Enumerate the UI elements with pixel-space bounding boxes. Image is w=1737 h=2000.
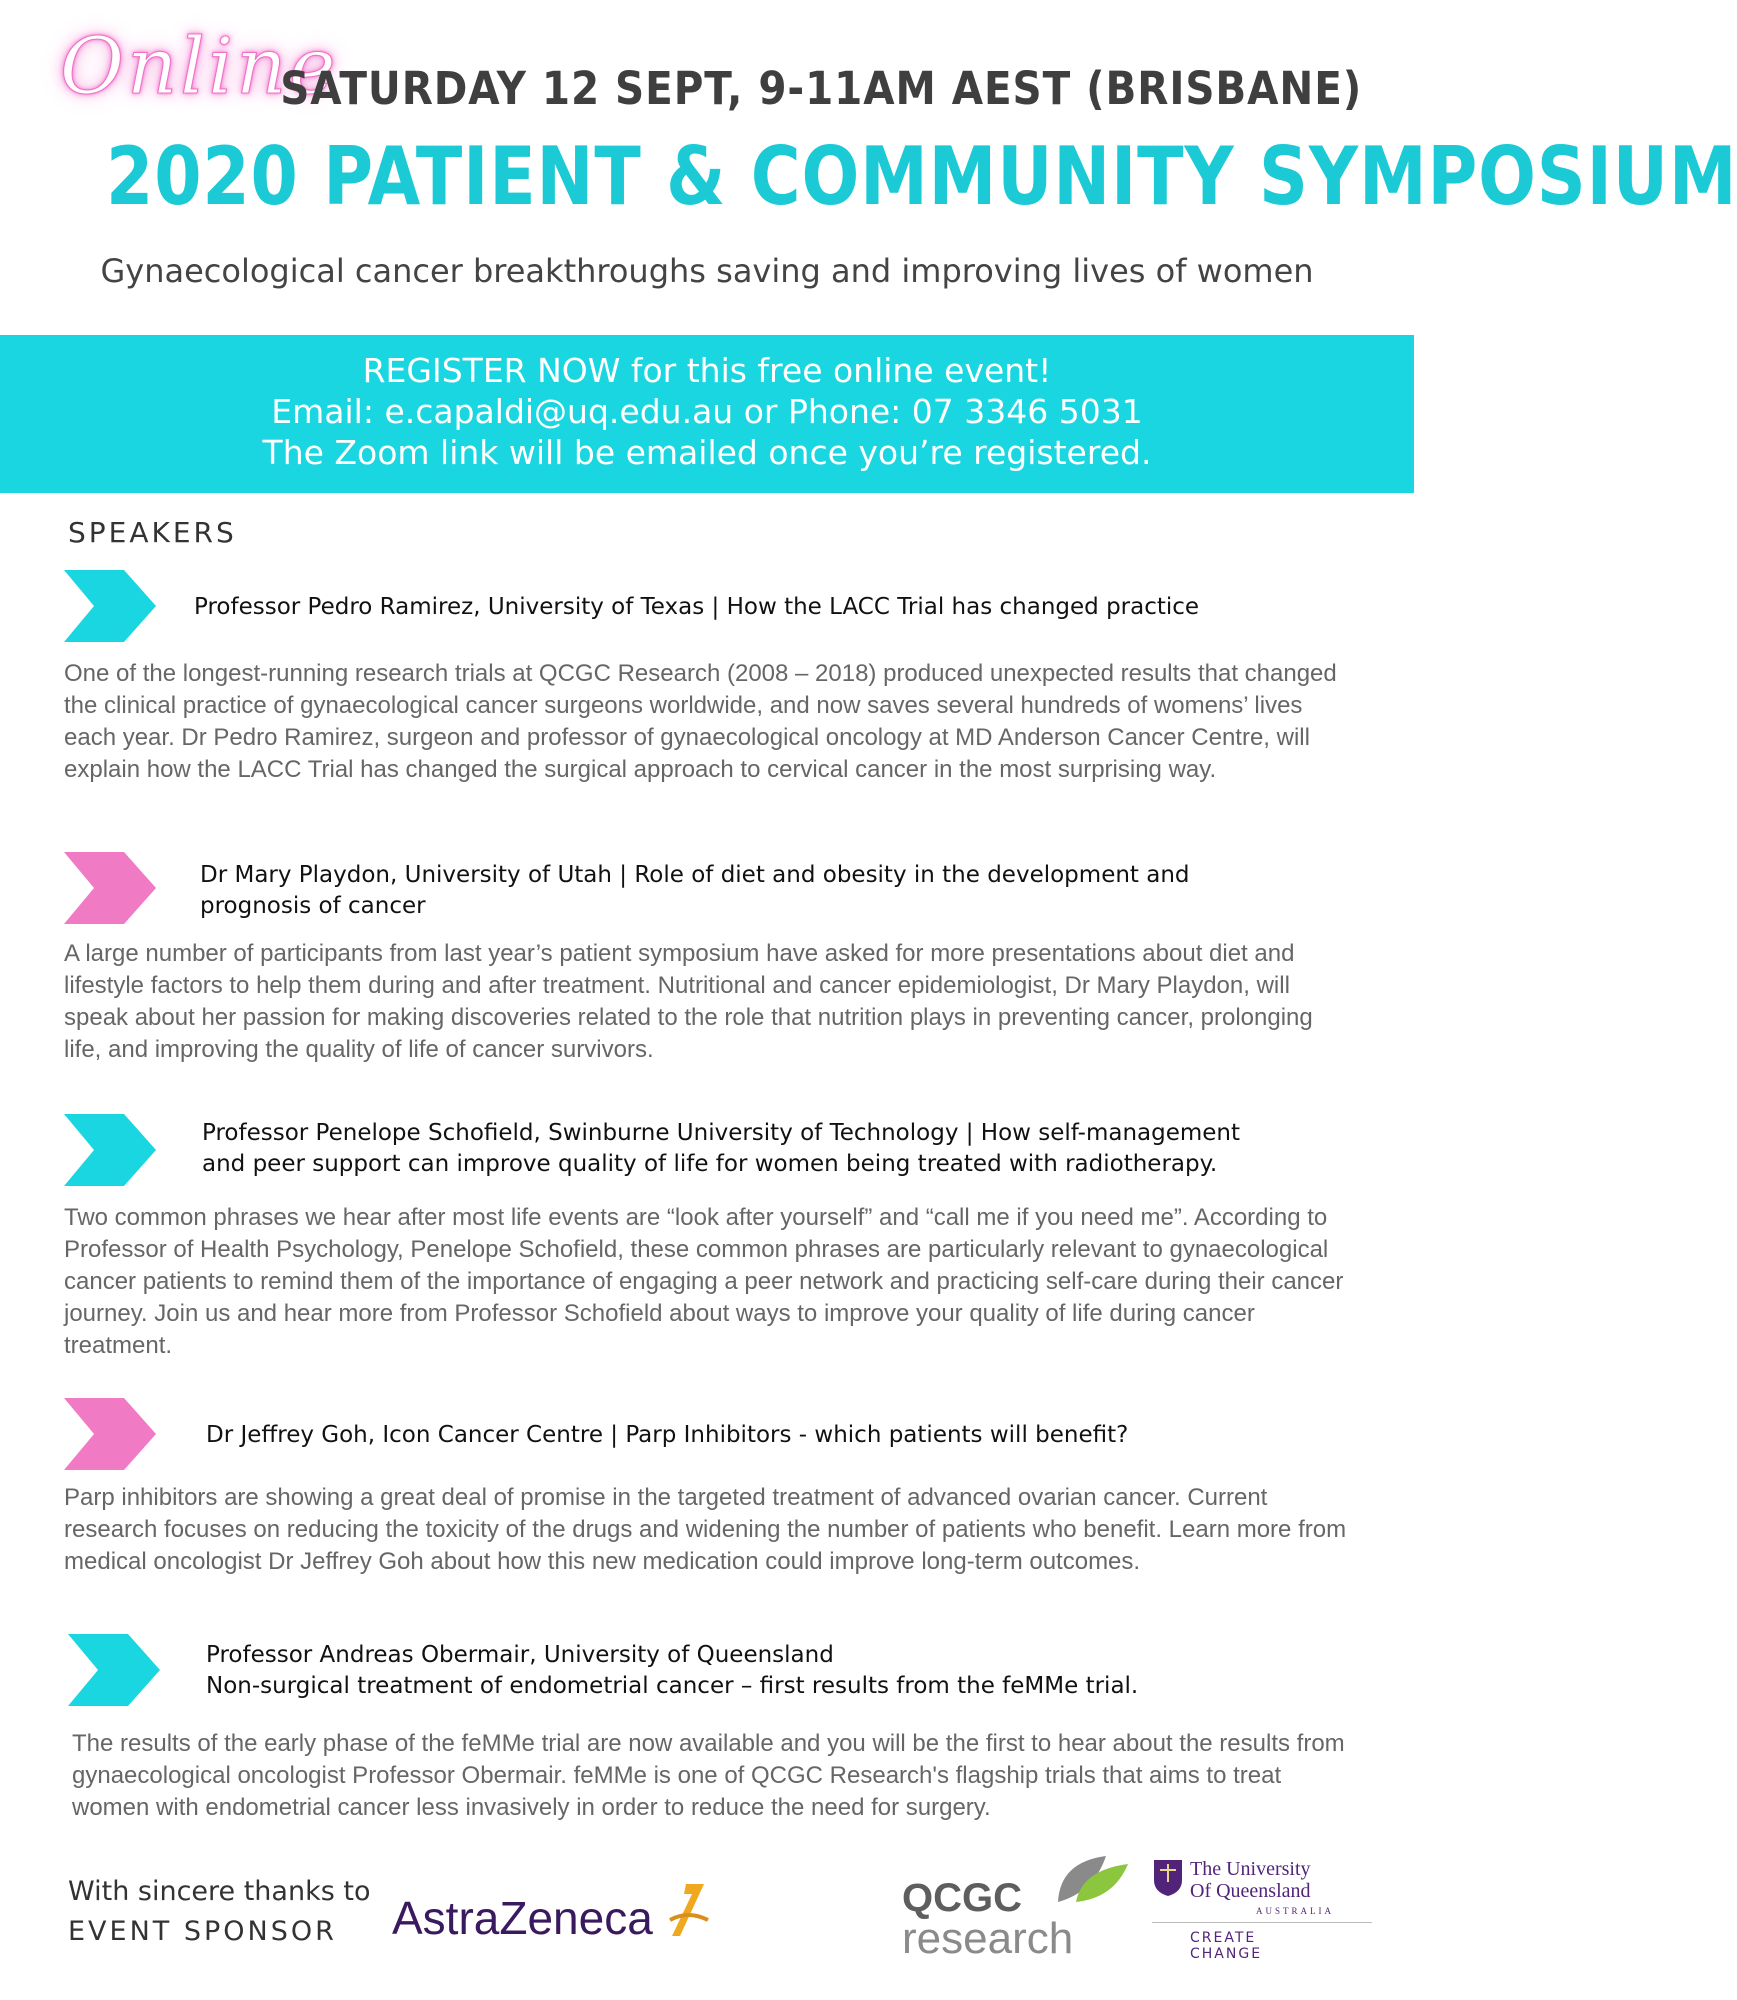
online-script-title: Online: [60, 22, 339, 112]
speakers-heading: SPEAKERS: [68, 516, 237, 549]
speaker-description: One of the longest-running research trials at QCGC Research (2008 – 2018) produced unexpected results that changed the clinical practice of gynaecological cancer surgeons worldwide, and now saves several hundreds of womens’ lives each year. Dr Pedro Ramirez, surgeon and professor of gynaecological oncology at MD Anderson Cancer Centre, will explain how the LACC Trial has changed the surgical approach to cervical cancer in the most surprising way.: [64, 660, 1337, 783]
qcgc-research-logo: QCGC research: [902, 1876, 1074, 1963]
register-banner: [0, 335, 1414, 493]
speaker-heading: Professor Pedro Ramirez, University of Texas | How the LACC Trial has changed practice: [194, 594, 1200, 620]
leaf-icon: [1054, 1852, 1130, 1906]
speaker-heading: Professor Andreas Obermair, University of Queensland Non-surgical treatment of endometrial cancer – first results from the feMMe trial.: [206, 1642, 1139, 1699]
sponsor-thanks: With sincere thanks to EVENT SPONSOR: [68, 1876, 371, 1947]
contact-line[interactable]: Email: e.capaldi@uq.edu.au or Phone: 07 3346 5031: [271, 392, 1143, 431]
astrazeneca-logo: AstraZeneca: [392, 1880, 712, 1945]
speaker-heading: Professor Penelope Schofield, Swinburne University of Technology | How self-management and peer support can improve quality of life for women being treated with radiotherapy.: [202, 1120, 1241, 1177]
uq-crest-icon: [1152, 1858, 1184, 1898]
speaker-heading: Dr Mary Playdon, University of Utah | Role of diet and obesity in the development and prognosis of cancer: [200, 862, 1190, 919]
chevron-arrow-icon: [68, 1634, 160, 1706]
speaker-heading: Dr Jeffrey Goh, Icon Cancer Centre | Parp Inhibitors - which patients will benefit?: [206, 1422, 1129, 1448]
chevron-arrow-icon: [64, 570, 156, 642]
speaker-description: The results of the early phase of the feMMe trial are now available and you will be the first to hear about the results from gynaecological oncologist Professor Obermair. feMMe is one of QCGC Research's flagship trials that aims to treat women with endometrial cancer less invasively in order to reduce the need for surgery.: [72, 1730, 1345, 1821]
astrazeneca-symbol-icon: [666, 1880, 712, 1940]
chevron-arrow-icon: [64, 1398, 156, 1470]
event-date: SATURDAY 12 SEPT, 9-11AM AEST (BRISBANE): [280, 62, 1362, 115]
register-line: REGISTER NOW for this free online event!: [362, 351, 1052, 390]
page-title: 2020 PATIENT & COMMUNITY SYMPOSIUM: [106, 130, 1737, 223]
chevron-arrow-icon: [64, 852, 156, 924]
divider: [1152, 1922, 1372, 1923]
speaker-description: Parp inhibitors are showing a great deal of promise in the targeted treatment of advanced ovarian cancer. Current research focuses on reducing the toxicity of the drugs and widening the number of patients who benefit. Learn more from medical oncologist Dr Jeffrey Goh about how this new medication could improve long-term outcomes.: [64, 1484, 1347, 1575]
speaker-description: Two common phrases we hear after most life events are “look after yourself” and “call me if you need me”. According to Professor of Health Psychology, Penelope Schofield, these common phrases are particularly relevant to gynaecological cancer patients to remind them of the importance of engaging a peer network and practicing self-care during their cancer journey. Join us and hear more from Professor Schofield about ways to improve your quality of life during cancer treatment.: [64, 1204, 1344, 1359]
zoom-note: The Zoom link will be emailed once you’re registered.: [262, 433, 1152, 472]
page-subtitle: Gynaecological cancer breakthroughs saving and improving lives of women: [100, 252, 1314, 290]
speaker-description: A large number of participants from last year’s patient symposium have asked for more presentations about diet and lifestyle factors to help them during and after treatment. Nutritional and cancer epidemiologist, Dr Mary Playdon, will speak about her passion for making discoveries related to the role that nutrition plays in preventing cancer, prolonging life, and improving the quality of life of cancer survivors.: [64, 940, 1313, 1063]
chevron-arrow-icon: [64, 1114, 156, 1186]
